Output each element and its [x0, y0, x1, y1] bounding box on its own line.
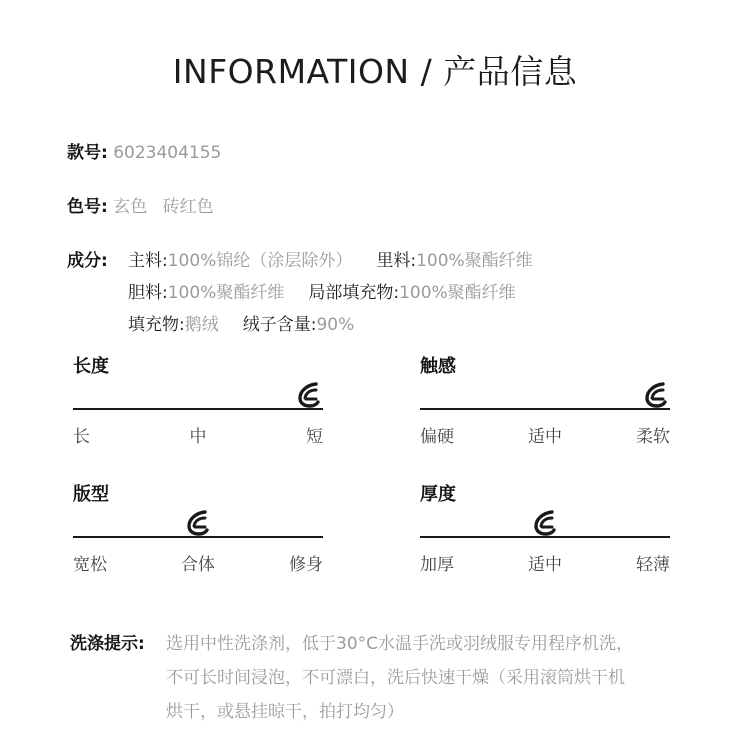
color-number-row	[67, 192, 214, 217]
scale-line	[420, 408, 670, 410]
wash-line: 不可长时间浸泡，不可漂白，洗后快速干燥（采用滚筒烘干机	[166, 668, 625, 688]
page-title: INFORMATION / 产品信息	[172, 52, 578, 91]
scale-tick: 合体	[181, 555, 215, 575]
brand-logo-icon	[186, 510, 210, 536]
scale-title: 厚度	[420, 484, 456, 505]
scale-tick: 中	[189, 427, 207, 447]
material-value: 100%聚酯纤维	[416, 251, 533, 271]
scale-title: 版型	[73, 484, 109, 505]
style-number-row	[67, 138, 221, 163]
material-label: 主料:	[128, 251, 168, 271]
scale-tick: 短	[306, 427, 323, 447]
scale-line	[73, 408, 323, 410]
scale-tick: 适中	[528, 427, 562, 447]
scale-tick: 修身	[289, 555, 323, 575]
wash-line: 选用中性洗涤剂，低于30°C水温手洗或羽绒服专用程序机洗，	[166, 634, 634, 654]
composition-line	[128, 246, 533, 271]
composition-label-row	[67, 246, 108, 271]
scale-title: 触感	[420, 356, 456, 377]
composition-line	[128, 310, 354, 335]
color-number-label: 色号:	[67, 197, 108, 217]
wash-label: 洗涤提示:	[70, 634, 145, 654]
scale-tick: 加厚	[420, 555, 454, 575]
scale-line	[73, 536, 323, 538]
style-number-value: 6023404155	[113, 143, 222, 163]
style-number-label: 款号:	[67, 143, 108, 163]
material-value: 100%聚酯纤维	[167, 283, 285, 303]
wash-text	[166, 627, 686, 729]
material-value: 100%锦纶（涂层除外）	[167, 251, 353, 271]
material-label: 里料:	[376, 251, 417, 271]
material-value: 鹅绒	[184, 315, 219, 335]
color-value: 玄色	[113, 197, 148, 217]
scale-tick: 轻薄	[636, 555, 670, 575]
material-value: 90%	[316, 315, 355, 335]
scale-tick: 偏硬	[420, 427, 454, 447]
scale-tick: 适中	[528, 555, 562, 575]
scale-tick: 长	[73, 427, 90, 447]
brand-logo-icon	[297, 382, 321, 408]
material-label: 填充物:	[128, 315, 185, 335]
material-label: 局部填充物:	[308, 283, 400, 303]
scale-tick: 宽松	[73, 555, 107, 575]
composition-line	[128, 278, 516, 303]
color-value: 砖红色	[162, 197, 214, 217]
material-label: 绒子含量:	[242, 315, 317, 335]
brand-logo-icon	[533, 510, 557, 536]
wash-line: 烘干，或悬挂晾干，拍打均匀）	[166, 702, 404, 722]
scale-line	[420, 536, 670, 538]
scale-tick: 柔软	[636, 427, 670, 447]
composition-label: 成分:	[67, 251, 108, 271]
material-label: 胆料:	[128, 283, 168, 303]
brand-logo-icon	[644, 382, 668, 408]
scale-title: 长度	[73, 356, 109, 377]
material-value: 100%聚酯纤维	[399, 283, 516, 303]
